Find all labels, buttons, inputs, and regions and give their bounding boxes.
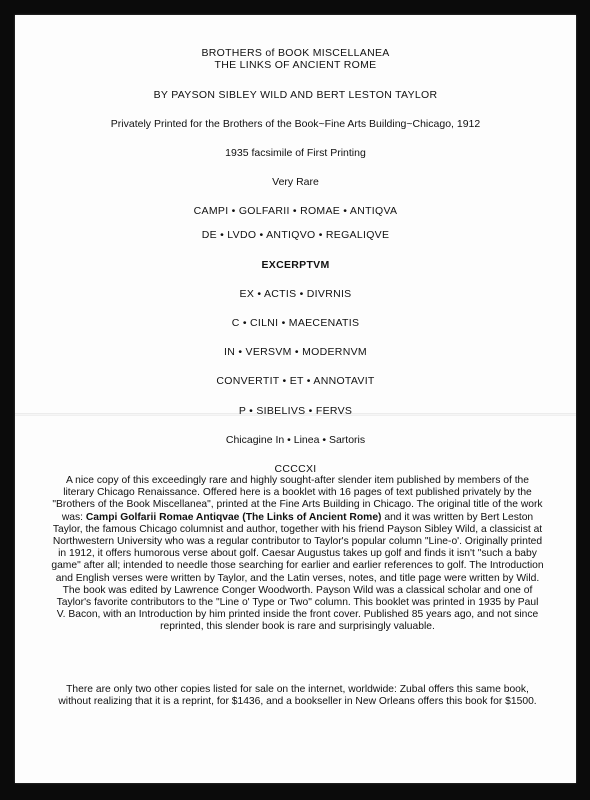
latin-line-excerptvm: EXCERPTVM: [261, 259, 330, 271]
latin-line: CAMPI • GOLFARII • ROMAE • ANTIQVA: [193, 205, 398, 217]
latin-line: C • CILNI • MAECENATIS: [231, 317, 360, 329]
latin-line: CONVERTIT • ET • ANNOTAVIT: [216, 375, 375, 387]
latin-line-date: CCCCXI: [274, 463, 317, 475]
latin-line: DE • LVDO • ANTIQVO • REGALIQVE: [201, 229, 390, 241]
title-line-2: THE LINKS OF ANCIENT ROME: [214, 59, 377, 71]
latin-line: P • SIBELIVS • FERVS: [238, 405, 353, 417]
rarity-line: Very Rare: [272, 176, 319, 188]
document-page: [15, 15, 576, 783]
latin-line: IN • VERSVM • MODERNVM: [224, 346, 367, 358]
latin-line-chicagine: Chicagine In • Linea • Sartoris: [225, 434, 366, 446]
description-paragraph: [51, 475, 544, 634]
printing-line: Privately Printed for the Brothers of the Book~Fine Arts Building~Chicago, 1912: [110, 118, 481, 130]
title-line-1: BROTHERS of BOOK MISCELLANEA: [201, 47, 390, 59]
facsimile-line: 1935 facsimile of First Printing: [225, 147, 366, 159]
original-title-bold: Campi Golfarii Romae Antiqvae (The Links of Ancient Rome): [85, 511, 382, 523]
description-text-2: and it was written by Bert Leston Taylor, the famous Chicago columnist and author, together with his friend Payson Sibley Wild, a classicist at Northwestern University who was a regular contributor to Taylor's popular column "Line-o'. Originally printed in 1912, it offers humorous verse about golf. Caesar Augustus takes up golf and finds it isn't "such a baby game" after all; intended to needle those searching for earlier and earlier references to golf. The Introduction and English verses were written by Taylor, and the Latin verses, notes, and title page were written by Wild. The book was edited by Lawrence Conger Woodworth. Payson Wild was a classical scholar and one of Taylor's favorite contributors to the "Line o' Type or Two" column. This booklet was printed in 1935 by Paul V. Bacon, with an Introduction by him printed inside the front cover. Published 85 years ago, and not since reprinted, this slender book is rare and surprisingly valuable.: [51, 511, 544, 633]
authors-line: BY PAYSON SIBLEY WILD AND BERT LESTON TAYLOR: [153, 89, 438, 101]
latin-line: EX • ACTIS • DIVRNIS: [239, 288, 352, 300]
sale-note-paragraph: There are only two other copies listed for sale on the internet, worldwide: Zubal offers this same book, without realizing that it is a reprint, for $1436, and a bookseller in New Orleans offers this book for $1500.: [58, 684, 537, 708]
description-text-1: A nice copy of this exceedingly rare and highly sought-after slender item published by members of the literary Chicago Renaissance. Offered here is a booklet with 16 pages of text published privately by the "Brothers of the Book Miscellanea", printed at the Fine Arts Building in Chicago. The original title of the work was:: [52, 475, 543, 523]
